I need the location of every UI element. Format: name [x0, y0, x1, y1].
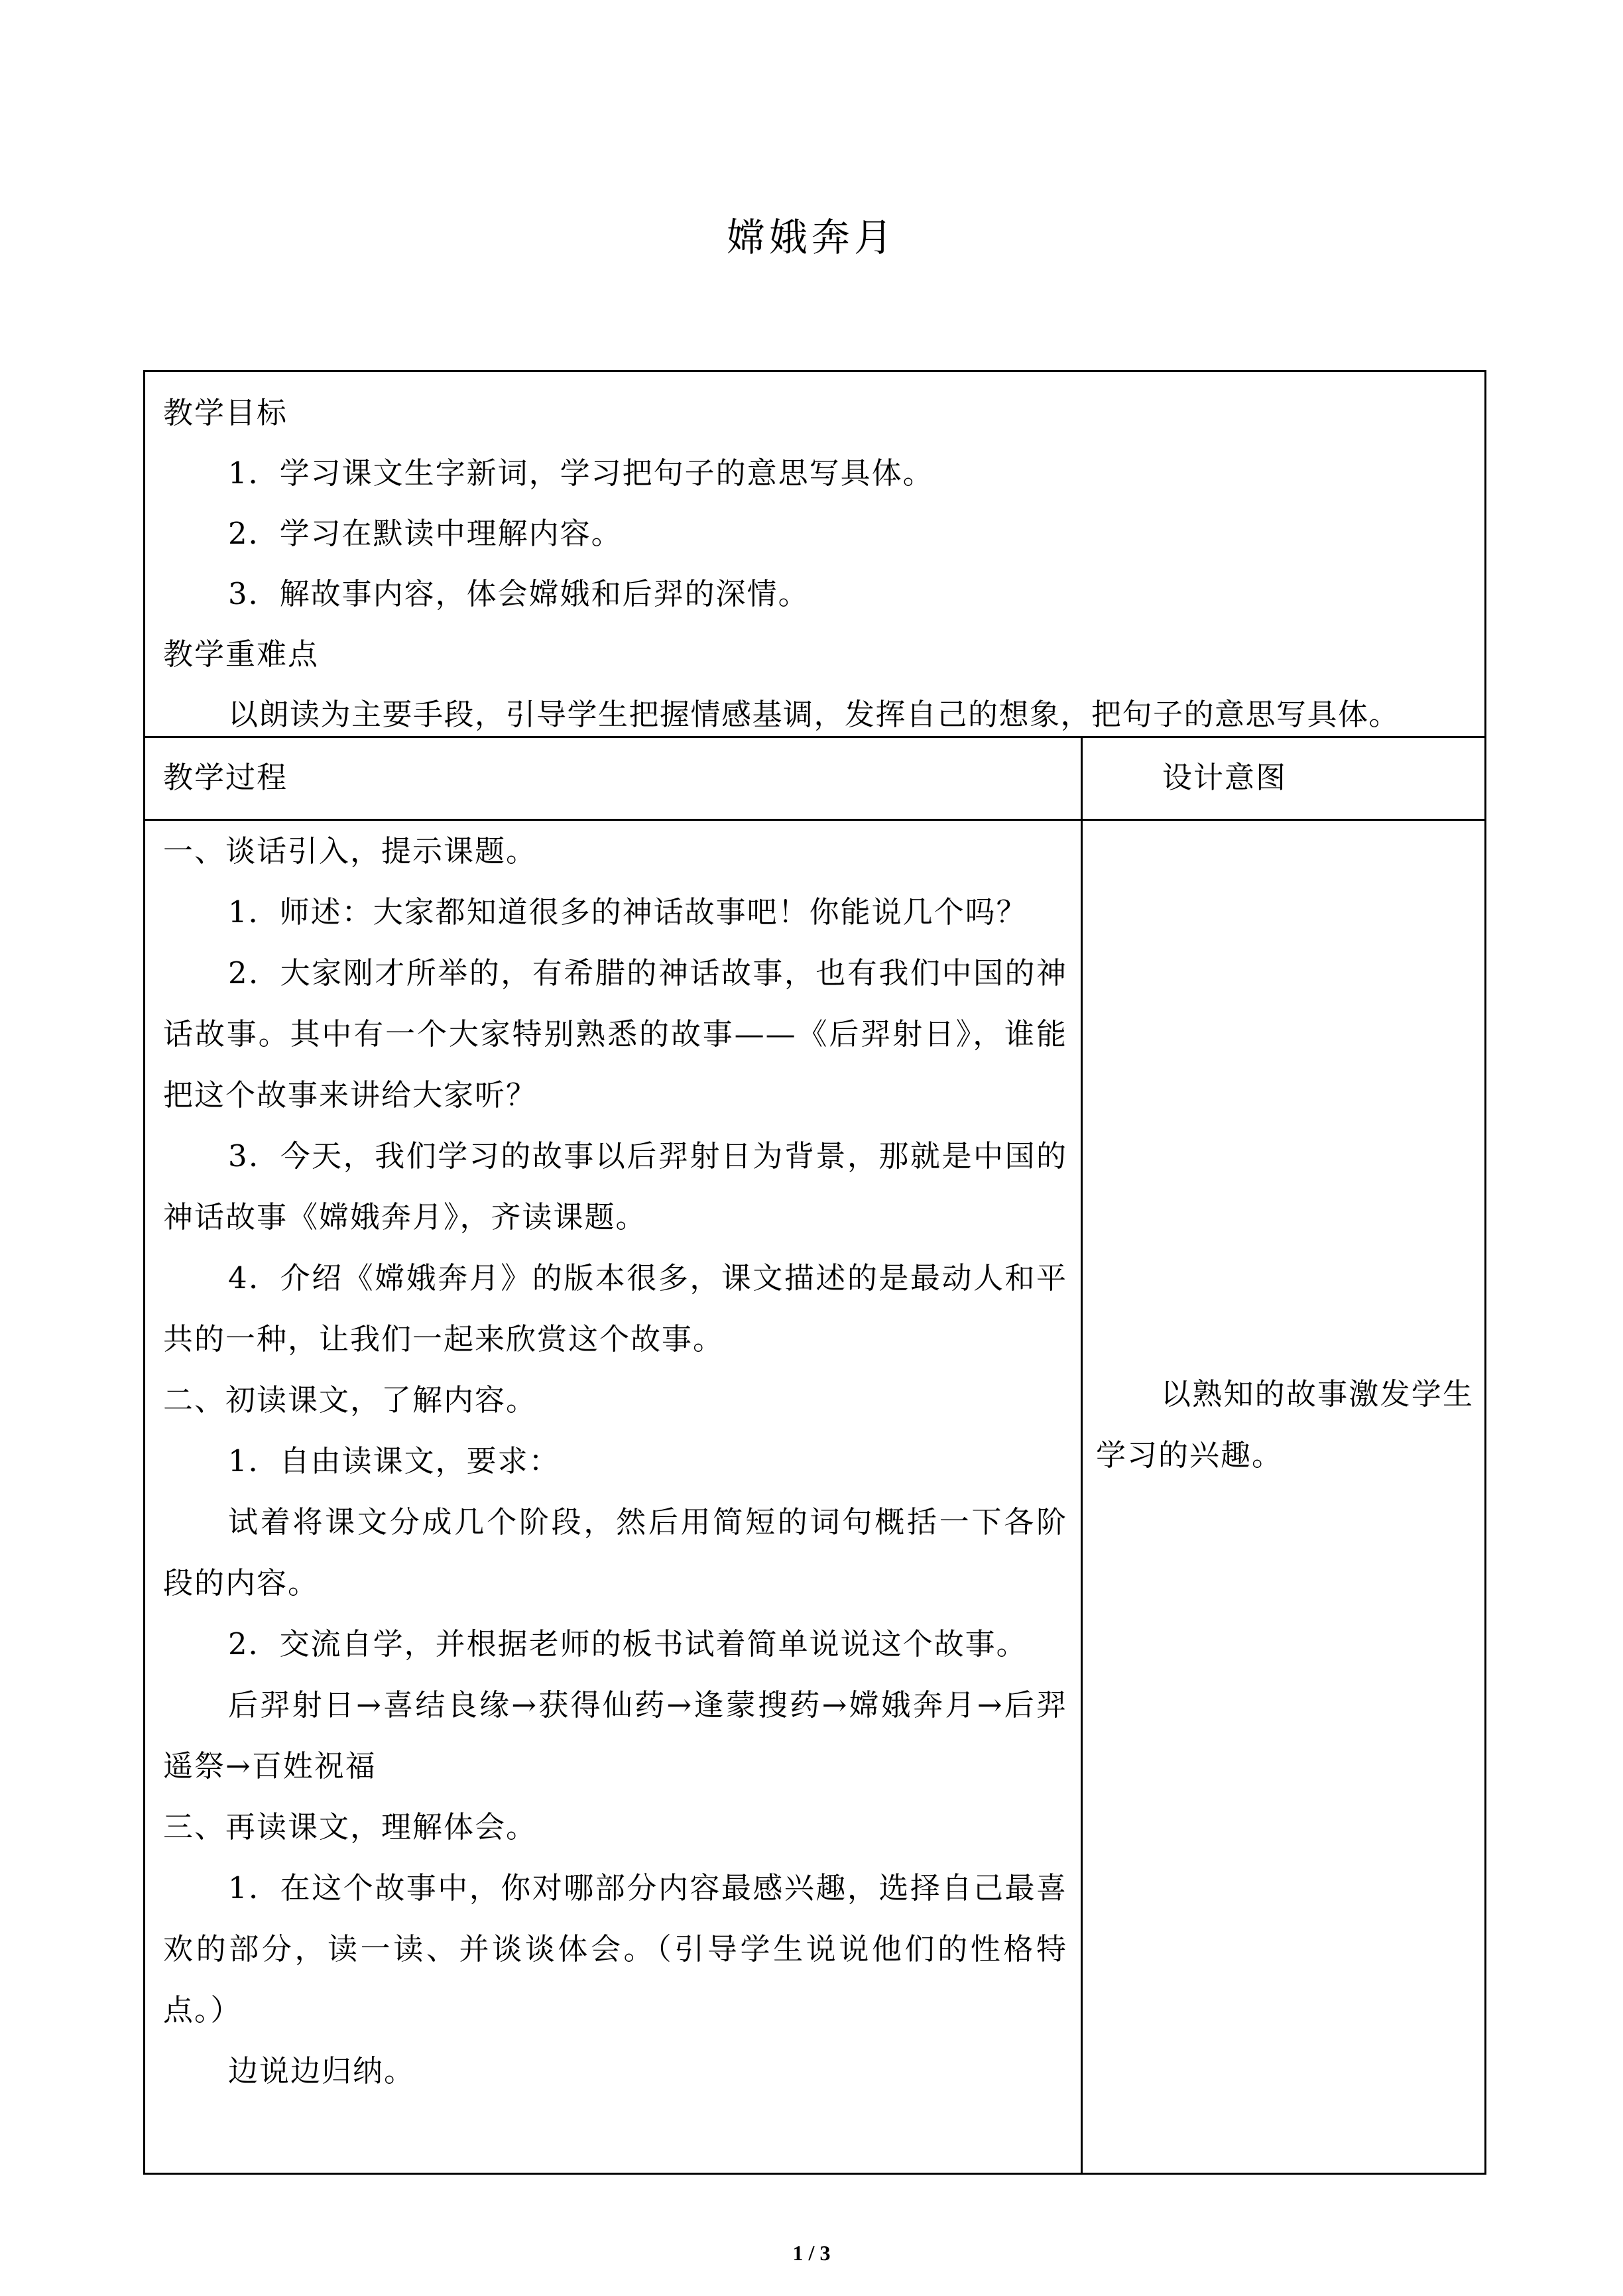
process-paragraph: 边说边归纳。 — [228, 2053, 416, 2088]
key-points-heading: 教学重难点 — [163, 636, 320, 672]
objective-item: 1．学习课文生字新词，学习把句子的意思写具体。 — [228, 455, 934, 491]
section-heading: 一、谈话引入，提示课题。 — [163, 833, 538, 869]
objectives-heading: 教学目标 — [163, 395, 288, 430]
process-paragraph: 试着将课文分成几个阶段，然后用简短的词句概括一下各阶段的内容。 — [163, 1504, 1067, 1601]
process-paragraph: 3．今天，我们学习的故事以后羿射日为背景，那就是中国的神话故事《嫦娥奔月》，齐读课题。 — [163, 1138, 1067, 1235]
process-paragraph: 4．介绍《嫦娥奔月》的版本很多，课文描述的是最动人和平共的一种，让我们一起来欣赏这个故事。 — [163, 1260, 1067, 1357]
process-paragraph: 1．师述：大家都知道很多的神话故事吧！你能说几个吗？ — [228, 894, 1028, 930]
page-number: 1 / 3 — [792, 2241, 831, 2265]
objective-item: 3．解故事内容，体会嫦娥和后羿的深情。 — [228, 576, 810, 611]
process-paragraph: 1．在这个故事中，你对哪部分内容最感兴趣，选择自己最喜欢的部分，读一读、并谈谈体会。（引导学生说说他们的性格特点。） — [163, 1870, 1067, 2027]
row-divider-top — [145, 736, 1484, 738]
process-paragraph: 1．自由读课文，要求： — [228, 1443, 560, 1479]
section-heading: 二、初读课文，了解内容。 — [163, 1382, 538, 1418]
process-paragraph: 2．大家刚才所举的，有希腊的神话故事，也有我们中国的神话故事。其中有一个大家特别熟悉的故事——《后羿射日》，谁能把这个故事来讲给大家听？ — [163, 955, 1067, 1113]
intent-note: 以熟知的故事激发学生学习的兴趣。 — [1096, 1376, 1474, 1473]
process-paragraph: 2．交流自学，并根据老师的板书试着简单说说这个故事。 — [228, 1626, 1028, 1662]
lesson-plan-table — [143, 370, 1486, 2175]
section-heading: 三、再读课文，理解体会。 — [163, 1809, 538, 1844]
key-points-text: 以朗读为主要手段，引导学生把握情感基调，发挥自己的想象，把句子的意思写具体。 — [228, 697, 1400, 732]
column-divider — [1081, 736, 1083, 2173]
page-title: 嫦娥奔月 — [726, 215, 896, 260]
process-content — [163, 821, 1067, 2102]
process-paragraph: 后羿射日→喜结良缘→获得仙药→逢蒙搜药→嫦娥奔月→后羿遥祭→百姓祝福 — [163, 1687, 1067, 1783]
process-column-header: 教学过程 — [163, 760, 288, 795]
intent-column-header: 设计意图 — [1162, 760, 1288, 795]
objective-item: 2．学习在默读中理解内容。 — [228, 516, 623, 551]
